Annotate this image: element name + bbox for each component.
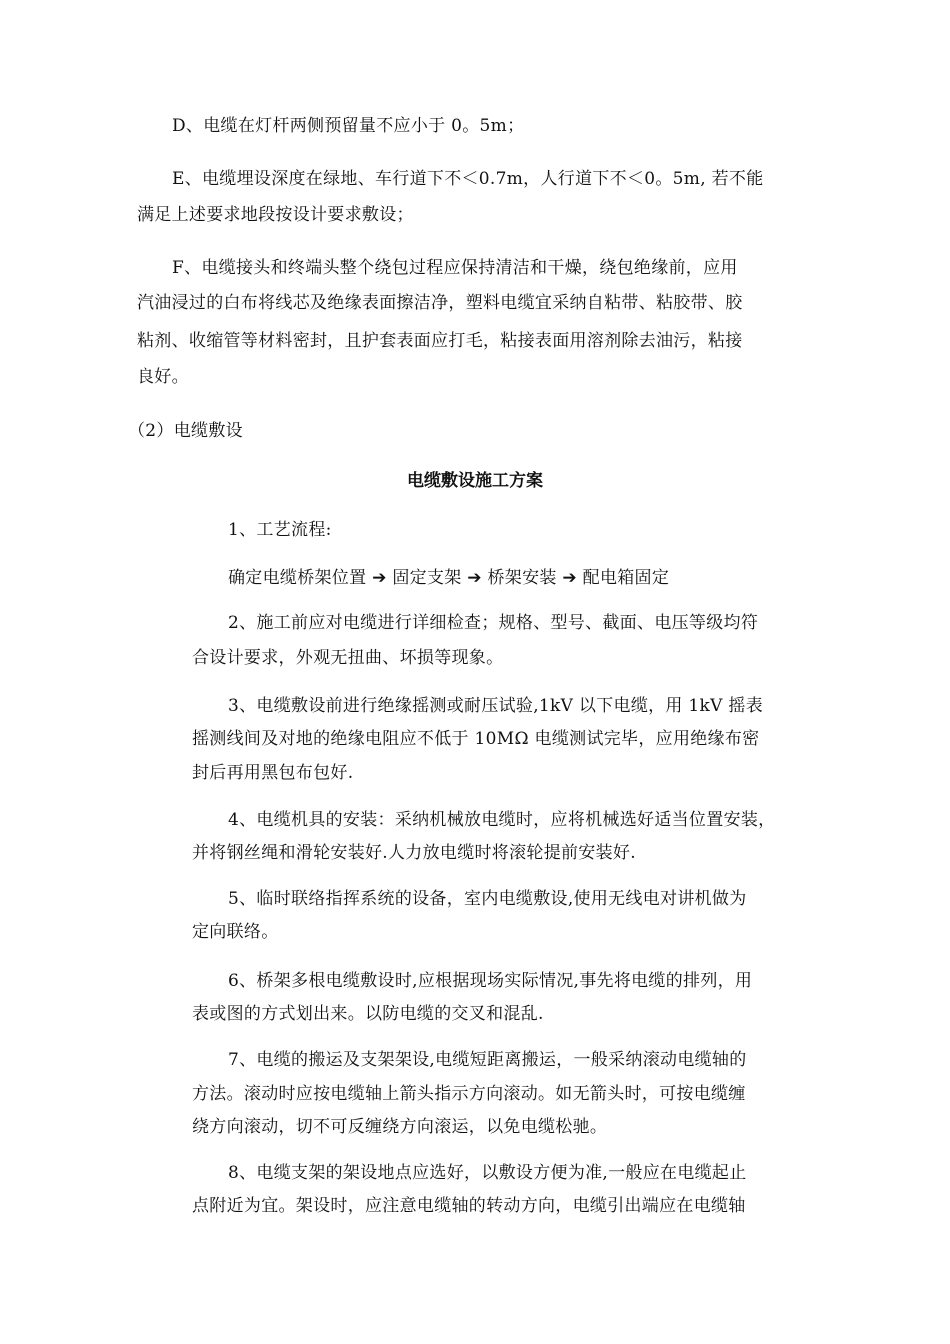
step-2-line-1: 2、施工前应对电缆进行详细检查；规格、型号、截面、电压等级均符: [228, 613, 759, 633]
item-d: D、电缆在灯杆两侧预留量不应小于 0。5m；: [172, 116, 525, 136]
item-f-line-4: 良好。: [137, 367, 189, 387]
step-5-line-1: 5、临时联络指挥系统的设备，室内电缆敷设,使用无线电对讲机做为: [228, 889, 747, 909]
item-e-line-1: E、电缆埋设深度在绿地、车行道下不＜0.7m，人行道下不＜0。5m, 若不能: [172, 169, 764, 189]
item-f-line-3: 粘剂、收缩管等材料密封，且护套表面应打毛，粘接表面用溶剂除去油污，粘接: [137, 331, 743, 351]
step-1-heading: 1、工艺流程:: [228, 520, 332, 540]
step-3-line-1: 3、电缆敷设前进行绝缘摇测或耐压试验,1kV 以下电缆，用 1kV 摇表: [228, 696, 764, 716]
step-7-line-2: 方法。滚动时应按电缆轴上箭头指示方向滚动。如无箭头时，可按电缆缠: [192, 1084, 746, 1104]
plan-title: 电缆敷设施工方案: [407, 471, 543, 491]
step-4-line-2: 并将钢丝绳和滑轮安装好.人力放电缆时将滚轮提前安装好.: [192, 843, 636, 863]
step-7-line-3: 绕方向滚动，切不可反缠绕方向滚运，以免电缆松驰。: [192, 1117, 608, 1137]
step-7-line-1: 7、电缆的搬运及支架架设,电缆短距离搬运，一般采纳滚动电缆轴的: [228, 1050, 747, 1070]
step-1-flow: 确定电缆桥架位置 ➔ 固定支架 ➔ 桥架安装 ➔ 配电箱固定: [228, 568, 670, 588]
step-3-line-2: 摇测线间及对地的绝缘电阻应不低于 10MΩ 电缆测试完毕，应用绝缘布密: [192, 729, 760, 749]
step-5-line-2: 定向联络。: [192, 922, 279, 942]
item-e-line-2: 满足上述要求地段按设计要求敷设；: [137, 205, 414, 225]
step-6-line-2: 表或图的方式划出来。以防电缆的交叉和混乱.: [192, 1004, 544, 1024]
item-f-line-1: F、电缆接头和终端头整个绕包过程应保持清洁和干燥，绕包绝缘前，应用: [172, 258, 738, 278]
step-4-line-1: 4、电缆机具的安装：采纳机械放电缆时，应将机械选好适当位置安装，: [228, 810, 776, 830]
step-6-line-1: 6、桥架多根电缆敷设时,应根据现场实际情况,事先将电缆的排列，用: [228, 971, 753, 991]
item-f-line-2: 汽油浸过的白布将线芯及绝缘表面擦洁净，塑料电缆宜采纳自粘带、粘胶带、胶: [137, 293, 743, 313]
step-8-line-1: 8、电缆支架的架设地点应选好，以敷设方便为准,一般应在电缆起止: [228, 1163, 747, 1183]
step-8-line-2: 点附近为宜。架设时，应注意电缆轴的转动方向，电缆引出端应在电缆轴: [192, 1196, 746, 1216]
subheading: （2）电缆敷设: [128, 421, 243, 441]
step-2-line-2: 合设计要求，外观无扭曲、坏损等现象。: [192, 648, 504, 668]
step-3-line-3: 封后再用黑包布包好.: [192, 763, 354, 783]
